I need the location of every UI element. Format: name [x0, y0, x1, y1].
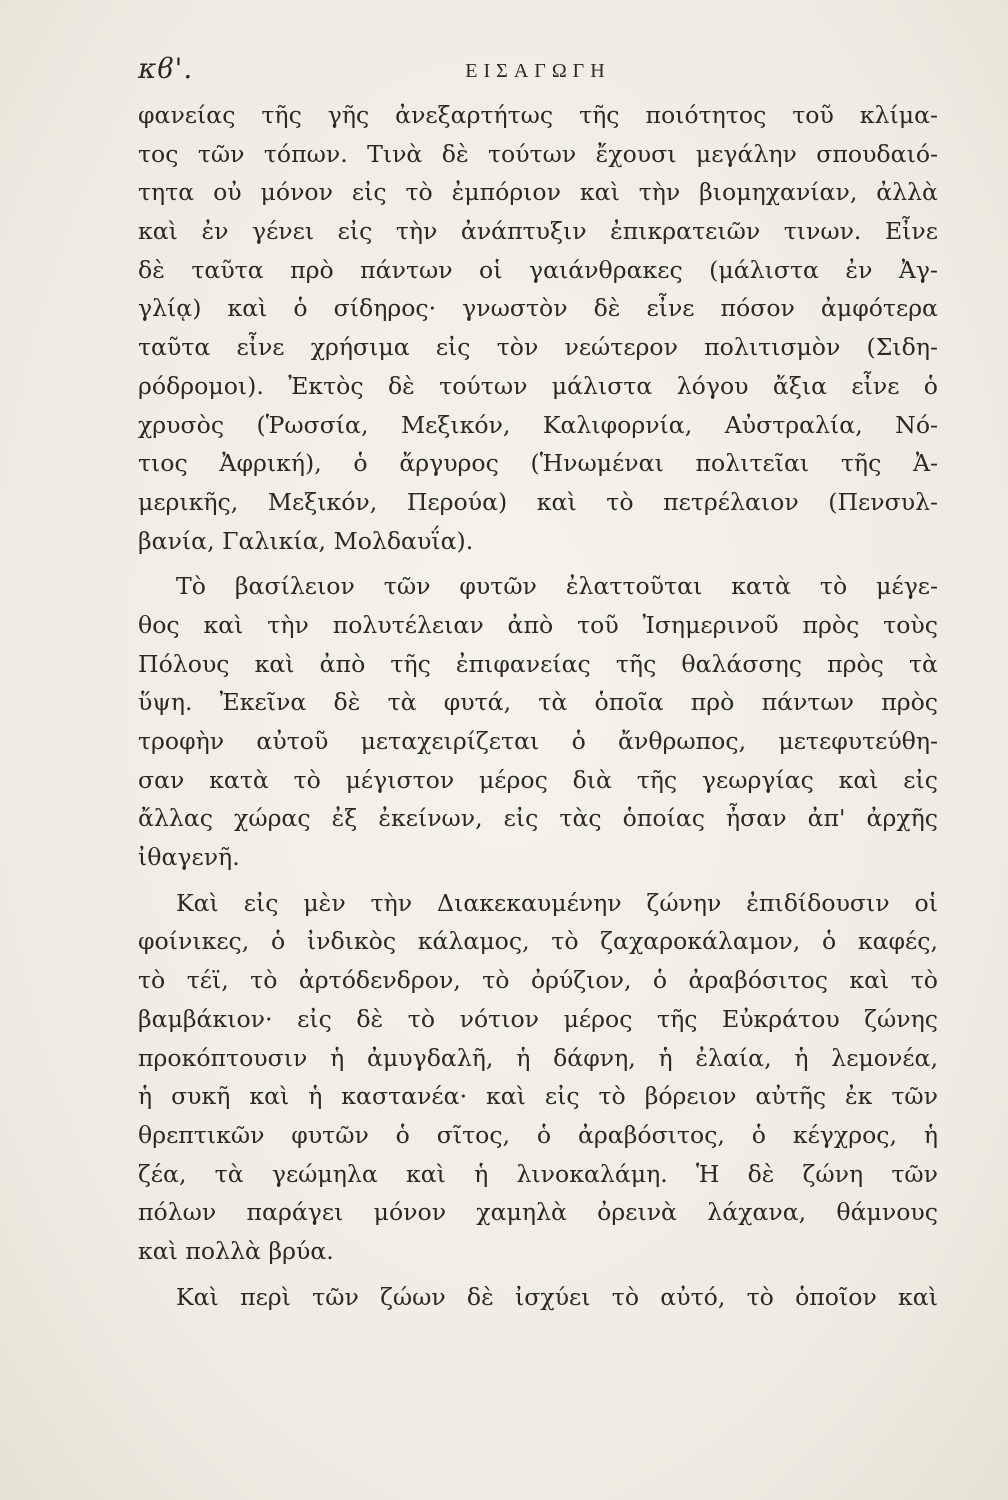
text-line: σαν κατὰ τὸ μέγιστον μέρος διὰ τῆς γεωργίας καὶ εἰς: [138, 765, 938, 794]
body-text: [138, 96, 938, 1316]
paragraph: [138, 884, 938, 1271]
text-line: θρεπτικῶν φυτῶν ὁ σῖτος, ὁ ἀραβόσιτος, ὁ κέγχρος, ἡ: [138, 1120, 938, 1149]
page-header: [138, 52, 938, 92]
text-line: καὶ ἐν γένει εἰς τὴν ἀνάπτυξιν ἐπικρατειῶν τινων. Εἶνε: [138, 217, 938, 246]
text-line: τὸ τέϊ, τὸ ἀρτόδενδρον, τὸ ὀρύζιον, ὁ ἀραβόσιτος καὶ τὸ: [138, 966, 938, 995]
text-line: μερικῆς, Μεξικόν, Περούα) καὶ τὸ πετρέλαιον (Πενσυλ-: [138, 487, 938, 516]
text-line: τος τῶν τόπων. Τινὰ δὲ τούτων ἔχουσι μεγάλην σπουδαιό-: [138, 139, 938, 168]
page-number: κϐ'.: [138, 52, 194, 85]
text-line: θος καὶ τὴν πολυτέλειαν ἀπὸ τοῦ Ἰσημερινοῦ πρὸς τοὺς: [138, 610, 938, 639]
text-line: ἡ συκῆ καὶ ἡ καστανέα· καὶ εἰς τὸ βόρειον αὐτῆς ἐκ τῶν: [138, 1082, 938, 1111]
text-line: βαμβάκιον· εἰς δὲ τὸ νότιον μέρος τῆς Εὐκράτου ζώνης: [138, 1004, 938, 1033]
text-line: γλίᾳ) καὶ ὁ σίδηρος· γνωστὸν δὲ εἶνε πόσον ἀμφότερα: [138, 294, 938, 323]
text-line: ὕψη. Ἐκεῖνα δὲ τὰ φυτά, τὰ ὁποῖα πρὸ πάντων πρὸς: [138, 688, 938, 717]
text-line: προκόπτουσιν ἡ ἀμυγδαλῆ, ἡ δάφνη, ἡ ἐλαία, ἡ λεμονέα,: [138, 1043, 938, 1072]
text-line: Τὸ βασίλειον τῶν φυτῶν ἐλαττοῦται κατὰ τὸ μέγε-: [176, 572, 938, 601]
paragraph: [138, 1278, 938, 1317]
text-line: φοίνικες, ὁ ἰνδικὸς κάλαμος, τὸ ζαχαροκάλαμον, ὁ καφές,: [138, 927, 938, 956]
text-line: ἰθαγενῆ.: [138, 843, 240, 872]
text-line: πόλων παράγει μόνον χαμηλὰ ὀρεινὰ λάχανα, θάμνους: [138, 1198, 938, 1227]
text-line: ἄλλας χώρας ἐξ ἐκείνων, εἰς τὰς ὁποίας ἦσαν ἀπ' ἀρχῆς: [138, 804, 938, 833]
text-line: τροφὴν αὐτοῦ μεταχειρίζεται ὁ ἄνθρωπος, μετεφυτεύθη-: [138, 727, 938, 755]
text-line: ρόδρομοι). Ἐκτὸς δὲ τούτων μάλιστα λόγου ἄξια εἶνε ὁ: [138, 371, 938, 400]
text-line: ζέα, τὰ γεώμηλα καὶ ἡ λινοκαλάμη. Ἡ δὲ ζώνη τῶν: [138, 1159, 938, 1188]
text-line: φανείας τῆς γῆς ἀνεξαρτήτως τῆς ποιότητος τοῦ κλίμα-: [138, 101, 938, 129]
text-line: τιος Ἀφρική), ὁ ἄργυρος (Ἡνωμέναι πολιτεῖαι τῆς Ἀ-: [138, 449, 938, 478]
text-line: χρυσὸς (Ῥωσσία, Μεξικόν, Καλιφορνία, Αὐστραλία, Νό-: [138, 410, 938, 439]
text-line: Καὶ εἰς μὲν τὴν Διακεκαυμένην ζώνην ἐπιδίδουσιν οἱ: [176, 888, 938, 917]
text-line: Καὶ περὶ τῶν ζώων δὲ ἰσχύει τὸ αὐτό, τὸ ὁποῖον καὶ: [176, 1282, 938, 1311]
paragraph: [138, 567, 938, 877]
text-line: Πόλους καὶ ἀπὸ τῆς ἐπιφανείας τῆς θαλάσσης πρὸς τὰ: [138, 649, 938, 678]
text-line: δὲ ταῦτα πρὸ πάντων οἱ γαιάνθρακες (μάλιστα ἐν Ἀγ-: [138, 255, 938, 284]
text-line: καὶ πολλὰ βρύα.: [138, 1236, 334, 1265]
text-line: ταῦτα εἶνε χρήσιμα εἰς τὸν νεώτερον πολιτισμὸν (Σιδη-: [138, 333, 938, 362]
text-line: τητα οὐ μόνον εἰς τὸ ἐμπόριον καὶ τὴν βιομηχανίαν, ἀλλὰ: [138, 178, 938, 207]
running-title: ΕΙΣΑΓΩΓΗ: [465, 60, 611, 82]
text-line: βανία, Γαλικία, Μολδαυΐα).: [138, 526, 474, 555]
paragraph: [138, 96, 938, 560]
